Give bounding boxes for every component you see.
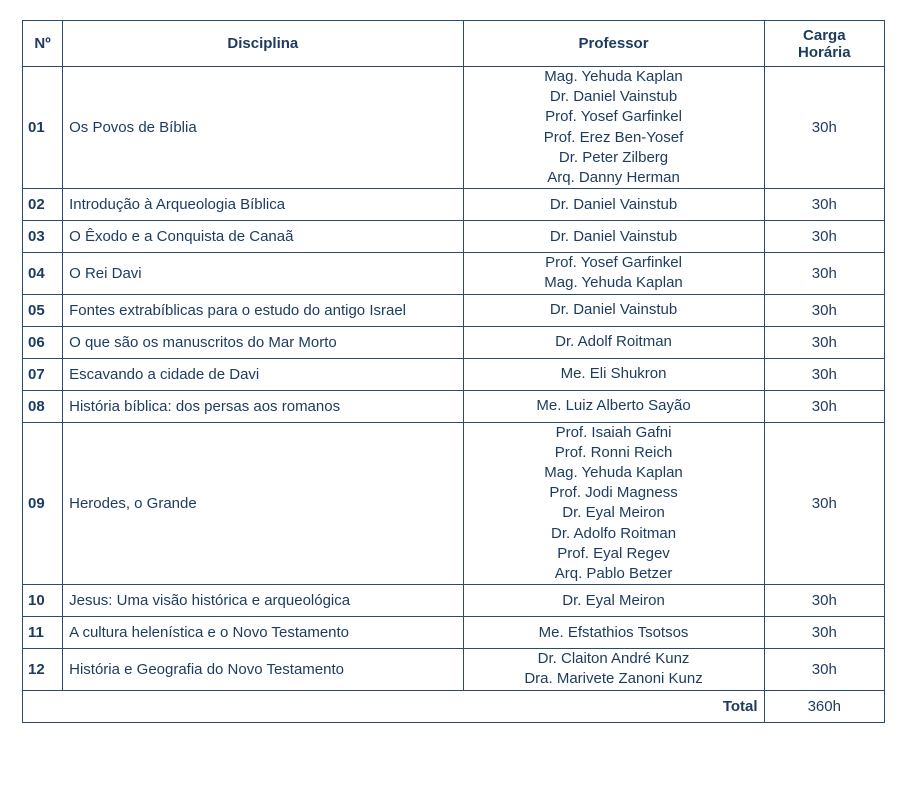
row-disciplina: Jesus: Uma visão histórica e arqueológica (63, 585, 463, 617)
professor-name: Dr. Daniel Vainstub (549, 195, 678, 213)
header-carga-line1: Carga (803, 26, 846, 44)
professor-name: Mag. Yehuda Kaplan (544, 68, 683, 85)
row-carga-horaria: 30h (764, 253, 884, 294)
table-row (23, 585, 885, 617)
row-disciplina: História bíblica: dos persas aos romanos (63, 390, 463, 422)
professor-name: Me. Efstathios Tsotsos (538, 623, 689, 641)
table-row (23, 67, 885, 189)
professor-name: Me. Eli Shukron (560, 365, 667, 383)
row-professores (463, 358, 764, 390)
table-row (23, 294, 885, 326)
professor-name: Prof. Jodi Magness (549, 484, 678, 502)
row-disciplina: A cultura helenística e o Novo Testamento (63, 617, 463, 649)
row-disciplina: O Rei Davi (63, 253, 463, 294)
professor-name: Arq. Pablo Betzer (554, 565, 673, 583)
row-professores (463, 585, 764, 617)
professor-name: Prof. Isaiah Gafni (555, 423, 672, 441)
row-number: 08 (23, 390, 63, 422)
curriculum-table (22, 20, 885, 723)
professor-name: Dr. Adolfo Roitman (551, 524, 677, 542)
row-number: 04 (23, 253, 63, 294)
row-professores (463, 390, 764, 422)
row-number: 09 (23, 422, 63, 585)
professor-name: Dr. Claiton André Kunz (537, 650, 690, 668)
professor-name: Mag. Yehuda Kaplan (544, 274, 683, 292)
professor-name: Prof. Ronni Reich (554, 443, 673, 461)
row-carga-horaria: 30h (764, 326, 884, 358)
header-num: Nº (23, 21, 63, 67)
professor-name: Dr. Peter Zilberg (558, 148, 669, 166)
row-number: 12 (23, 649, 63, 690)
row-carga-horaria: 30h (764, 649, 884, 690)
table-row (23, 326, 885, 358)
row-number: 06 (23, 326, 63, 358)
table-row (23, 189, 885, 221)
row-number: 10 (23, 585, 63, 617)
header-carga-line2: Horária (798, 43, 851, 61)
row-professores (463, 294, 764, 326)
professor-name: Dra. Marivete Zanoni Kunz (524, 670, 703, 688)
professor-name: Prof. Eyal Regev (557, 544, 670, 562)
total-label: Total (23, 690, 765, 722)
row-carga-horaria: 30h (764, 358, 884, 390)
professor-name: Prof. Yosef Garfinkel (545, 108, 682, 126)
row-carga-horaria: 30h (764, 390, 884, 422)
row-disciplina: Escavando a cidade de Davi (63, 358, 463, 390)
row-carga-horaria: 30h (764, 585, 884, 617)
row-number: 02 (23, 189, 63, 221)
header-carga-horaria (764, 21, 884, 67)
row-number: 05 (23, 294, 63, 326)
professor-name: Prof. Yosef Garfinkel (545, 254, 682, 272)
total-row (23, 690, 885, 722)
row-professores (463, 422, 764, 585)
table-row (23, 253, 885, 294)
row-number: 03 (23, 221, 63, 253)
header-disciplina: Disciplina (63, 21, 463, 67)
professor-name: Dr. Adolf Roitman (555, 333, 672, 351)
professor-name: Dr. Eyal Meiron (562, 591, 665, 609)
row-carga-horaria: 30h (764, 617, 884, 649)
row-disciplina: Introdução à Arqueologia Bíblica (63, 189, 463, 221)
professor-name: Dr. Daniel Vainstub (549, 88, 678, 106)
header-professor: Professor (463, 21, 764, 67)
professor-name: Dr. Eyal Meiron (562, 504, 665, 522)
professor-name: Mag. Yehuda Kaplan (544, 464, 683, 482)
row-number: 11 (23, 617, 63, 649)
table-row (23, 358, 885, 390)
table-row (23, 390, 885, 422)
row-carga-horaria: 30h (764, 294, 884, 326)
professor-name: Dr. Daniel Vainstub (549, 227, 678, 245)
row-number: 07 (23, 358, 63, 390)
row-carga-horaria: 30h (764, 189, 884, 221)
table-row (23, 422, 885, 585)
row-number: 01 (23, 67, 63, 189)
table-row (23, 617, 885, 649)
row-carga-horaria: 30h (764, 422, 884, 585)
row-professores (463, 67, 764, 189)
row-disciplina: Herodes, o Grande (63, 422, 463, 585)
row-disciplina: O que são os manuscritos do Mar Morto (63, 326, 463, 358)
row-disciplina: História e Geografia do Novo Testamento (63, 649, 463, 690)
row-professores (463, 617, 764, 649)
row-professores (463, 221, 764, 253)
professor-name: Prof. Erez Ben-Yosef (543, 128, 684, 146)
professor-name: Dr. Daniel Vainstub (549, 301, 678, 319)
row-professores (463, 189, 764, 221)
row-professores (463, 253, 764, 294)
professor-name: Me. Luiz Alberto Sayão (536, 397, 691, 415)
table-body (23, 67, 885, 691)
table-row (23, 221, 885, 253)
row-carga-horaria: 30h (764, 67, 884, 189)
row-professores (463, 649, 764, 690)
row-disciplina: O Êxodo e a Conquista de Canaã (63, 221, 463, 253)
row-disciplina: Fontes extrabíblicas para o estudo do antigo Israel (63, 294, 463, 326)
row-carga-horaria: 30h (764, 221, 884, 253)
table-row (23, 649, 885, 690)
total-value: 360h (764, 690, 884, 722)
row-professores (463, 326, 764, 358)
row-disciplina: Os Povos de Bíblia (63, 67, 463, 189)
header-row (23, 21, 885, 67)
professor-name: Arq. Danny Herman (547, 169, 680, 187)
